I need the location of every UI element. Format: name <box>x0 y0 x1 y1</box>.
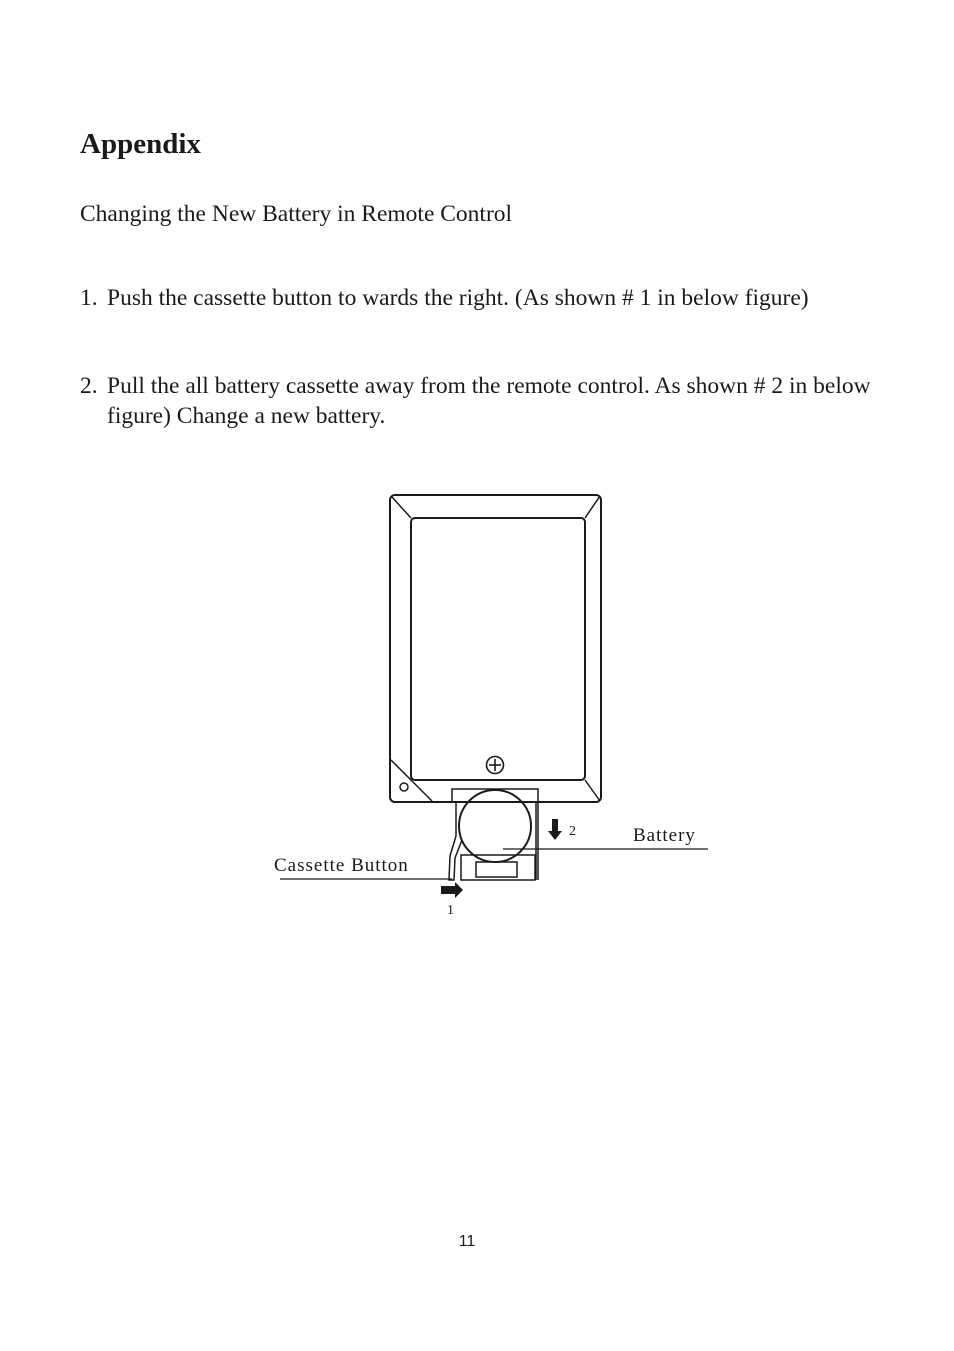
step-text: Pull the all battery cassette away from the remote control. As shown # 2 in below figure) Change a new battery. <box>107 373 871 429</box>
battery-cassette <box>449 789 538 880</box>
arrow-1-label: 1 <box>447 903 454 918</box>
section-subtitle: Changing the New Battery in Remote Control <box>80 201 513 227</box>
step-text: Push the cassette button to wards the right. (As shown # 1 in below figure) <box>107 285 809 311</box>
arrow-right-icon <box>441 882 463 898</box>
step-number: 1. <box>80 285 98 311</box>
arrow-2-label: 2 <box>569 824 576 839</box>
cassette-button-label: Cassette Button <box>274 855 409 876</box>
page-title: Appendix <box>80 128 201 160</box>
battery-label: Battery <box>633 825 696 846</box>
step-number: 2. <box>80 373 98 399</box>
plus-circle-icon <box>487 757 504 774</box>
battery-coin <box>459 790 531 862</box>
arrow-down-icon <box>548 819 562 840</box>
page-number: 11 <box>458 1233 476 1250</box>
